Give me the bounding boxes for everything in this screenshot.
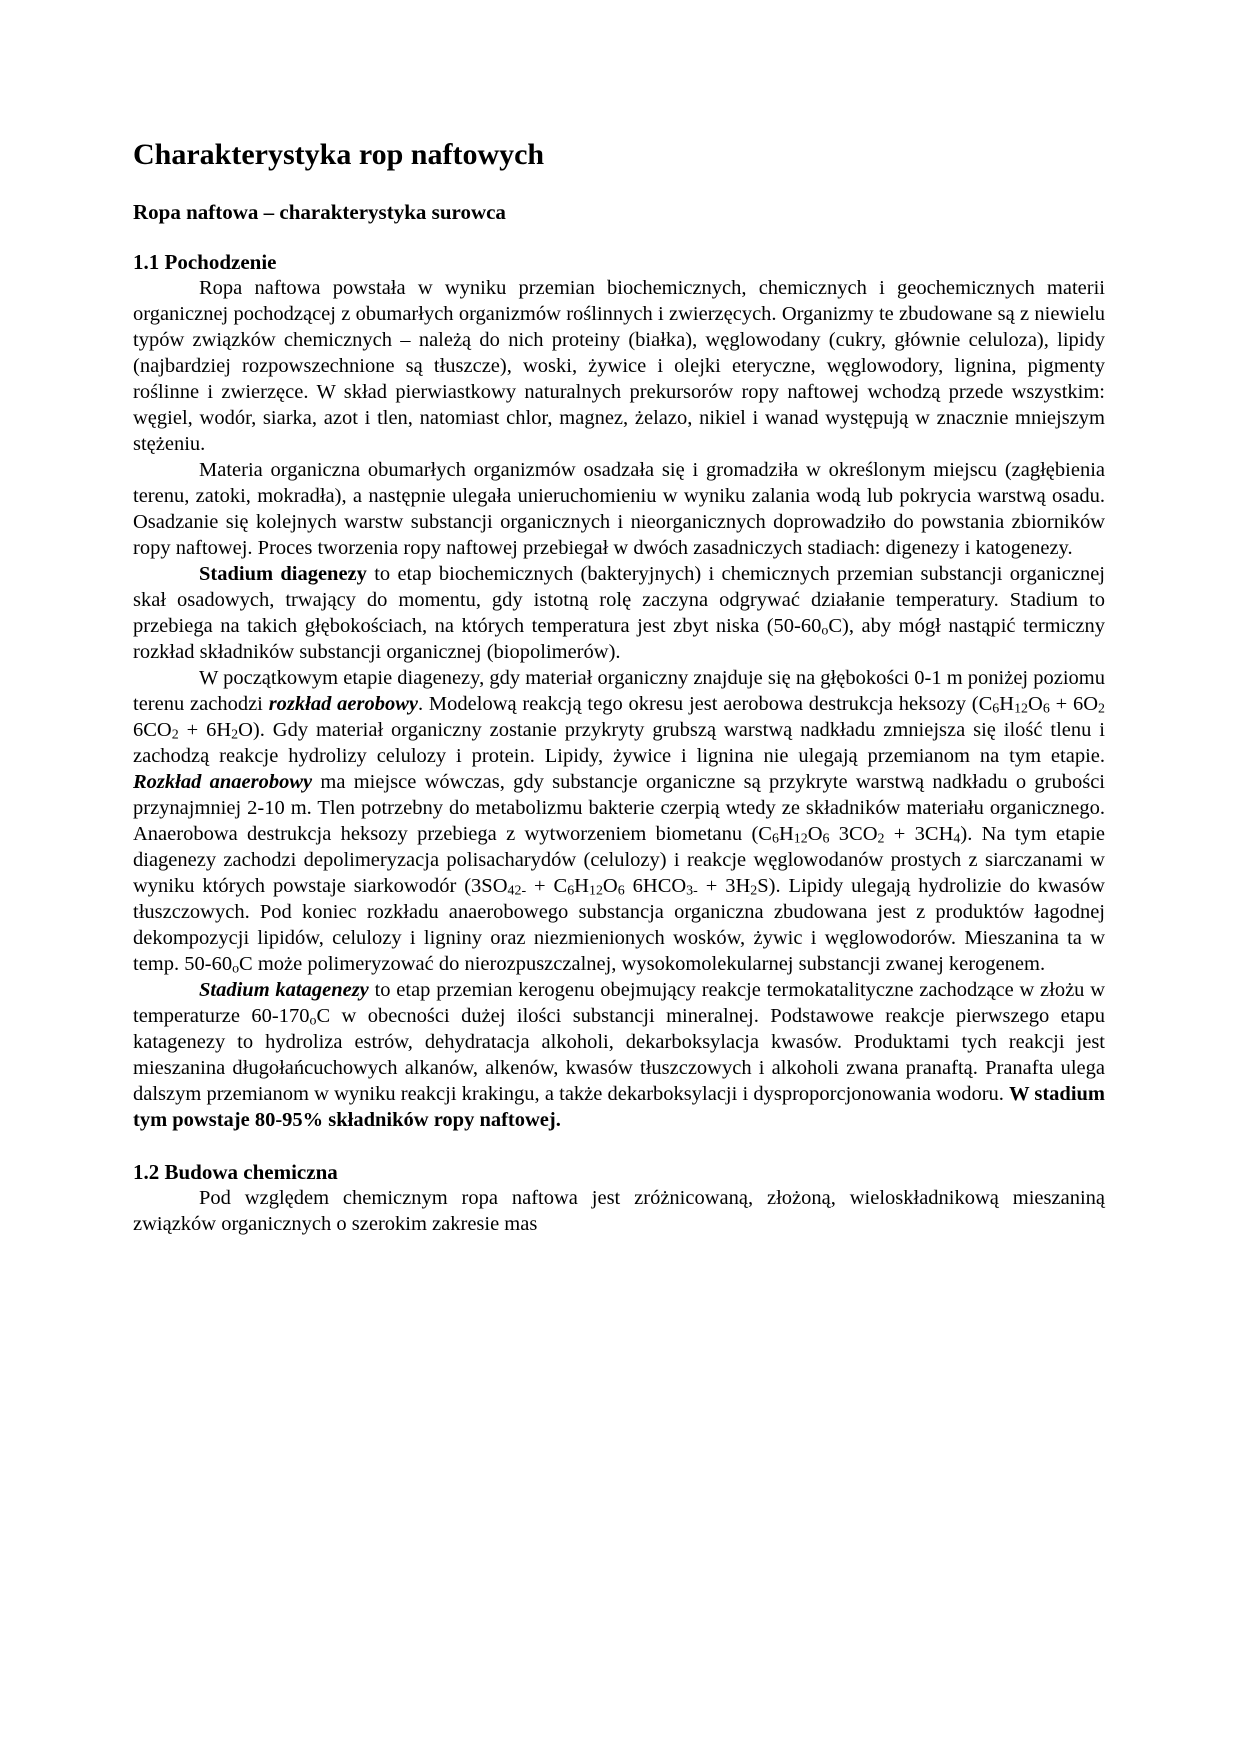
text-run: rozkład aerobowy <box>268 692 418 715</box>
text-run: 2 <box>231 727 239 743</box>
text-run: C), aby mógł nastąpić termiczny rozkład składników substancji organicznej (biopolimerów). <box>133 614 1105 663</box>
paragraph-rozklad-aerobowy-anaerobowy <box>133 665 1105 977</box>
paragraph-chemical-structure <box>133 1185 1105 1237</box>
text-run: H <box>574 874 589 897</box>
text-run: o <box>232 961 240 977</box>
text-run: O <box>1028 692 1043 715</box>
text-run: 12 <box>1014 701 1029 717</box>
text-run: W początkowym etapie diagenezy, gdy materiał organiczny znajduje się na głębokości 0-1 m poniżej poziomu terenu zachodzi <box>133 666 1105 715</box>
text-run: . Modelową reakcją tego okresu jest aerobowa destrukcja heksozy (C <box>418 692 993 715</box>
text-run: 12 <box>793 831 808 847</box>
text-run: Ropa naftowa powstała w wyniku przemian biochemicznych, chemicznych i geochemicznych materii organicznej pochodzącej z obumarłych organizmów roślinnych i zwierzęcych. Organizmy te zbudowane są z niewielu typów związków chemicznych – należą do nich proteiny (białka), węglowodany (cukry, głównie celuloza), lipidy (najbardziej rozpowszechnione są tłuszcze), woski, żywice i olejki eteryczne, węglowodory, lignina, pigmenty roślinne i zwierzęce. W skład pierwiastkowy naturalnych prekursorów ropy naftowej wchodzą przede wszystkim: węgiel, wodór, siarka, azot i tlen, natomiast chlor, magnez, żelazo, nikiel i wanad występują w znacznie mniejszym stężeniu. <box>133 276 1105 455</box>
text-run: O). Gdy materiał organiczny zostanie przykryty grubszą warstwą nadkładu zmniejsza się ilość tlenu i zachodzą reakcje hydrolizy celulozy i protein. Lipidy, żywice i lignina nie ulegają przemianom na tym etapie. <box>133 718 1105 767</box>
text-run: 3- <box>686 883 698 899</box>
section-heading-budowa-chemiczna: 1.2 Budowa chemiczna <box>133 1159 338 1184</box>
text-run: + 6H <box>178 718 232 741</box>
text-run: Pod względem chemicznym ropa naftowa jest zróżnicowaną, złożoną, wieloskładnikową mieszaniną związków organicznych o szerokim zakresie mas <box>133 1186 1105 1235</box>
text-run: O <box>602 874 618 897</box>
section-budowa-chemiczna <box>133 1159 1105 1237</box>
text-run: Stadium katagenezy <box>199 978 369 1001</box>
text-run: ma miejsce wówczas, gdy substancje organiczne są przykryte warstwą nadkładu o grubości przynajmniej 2-10 m. Tlen potrzebny do metabolizmu bakterie czerpią wtedy ze składników materiału organicznego. Anaerobowa destrukcja heksozy przebiega z wytworzeniem biometanu (C <box>133 770 1105 845</box>
text-run: 2 <box>750 883 758 899</box>
text-run: Rozkład anaerobowy <box>133 770 313 793</box>
text-run: C może polimeryzować do nierozpuszczalnej, wysokomolekularnej substancji zwanej kerogenem. <box>239 952 1046 975</box>
text-run: 6CO <box>133 718 172 741</box>
text-run: 42- <box>507 883 527 899</box>
text-run: H <box>999 692 1015 715</box>
text-run: + 6O <box>1049 692 1099 715</box>
text-run: 2 <box>171 727 179 743</box>
text-run: 12 <box>588 883 603 899</box>
text-run: 6 <box>1042 701 1050 717</box>
text-run: 6 <box>822 831 830 847</box>
text-run: 4 <box>953 831 961 847</box>
text-run: S). Lipidy ulegają hydrolizie do kwasów tłuszczowych. Pod koniec rozkładu anaerobowego substancja organiczna zbudowana jest z produktów łagodnej dekompozycji lipidów, celulozy i ligniny oraz niezmienionych wosków, żywic i węglowodorów. Mieszanina ta w temp. 50-60 <box>133 874 1105 975</box>
text-run: + 3H <box>697 874 751 897</box>
text-run: 2 <box>1098 701 1106 717</box>
text-run: + 3CH <box>884 822 954 845</box>
text-run: 6 <box>617 883 625 899</box>
section-heading-pochodzenie: 1.1 Pochodzenie <box>133 249 277 274</box>
text-run: 6 <box>567 883 575 899</box>
text-run: O <box>807 822 823 845</box>
paragraph-stadium-diagenezy <box>133 561 1105 665</box>
section-pochodzenie <box>133 249 1105 1133</box>
text-run: to etap przemian kerogenu obejmujący reakcje termokatalityczne zachodzące w złożu w temperaturze 60-170 <box>133 978 1106 1027</box>
text-run: o <box>821 623 829 639</box>
text-run: H <box>778 822 794 845</box>
text-run: 6 <box>992 701 1000 717</box>
document-title: Charakterystyka rop naftowych <box>133 138 545 171</box>
text-run: 2 <box>877 831 885 847</box>
document-subtitle: Ropa naftowa – charakterystyka surowca <box>133 199 506 224</box>
text-run: C w obecności dużej ilości substancji mineralnej. Podstawowe reakcje pierwszego etapu katagenezy to hydroliza estrów, dehydratacja alkoholi, dekarboksylacja kwasów. Produktami tych reakcji jest mieszanina długołańcuchowych alkanów, alkenów, kwasów tłuszczowych i alkoholi zwana pranaftą. Pranafta ulega dalszym przemianom w wyniku reakcji krakingu, a także dekarboksylacji i dysproporcjonowania wodoru. <box>133 1004 1105 1105</box>
text-run: Materia organiczna obumarłych organizmów osadzała się i gromadziła w określonym miejscu (zagłębienia terenu, zatoki, mokradła), a następnie ulegała unieruchomieniu w wyniku zalania wodą lub pokrycia warstwą osadu. Osadzanie się kolejnych warstw substancji organicznych i nieorganicznych doprowadziło do powstania zbiorników ropy naftowej. Proces tworzenia ropy naftowej przebiegał w dwóch zasadniczych stadiach: digenezy i katogenezy. <box>133 458 1105 559</box>
text-run: o <box>309 1013 317 1029</box>
text-run: W stadium tym powstaje 80-95% składników ropy naftowej. <box>133 1082 1106 1131</box>
text-run: + C <box>526 874 568 897</box>
text-run: to etap biochemicznych (bakteryjnych) i chemicznych przemian substancji organicznej skał osadowych, trwający do momentu, gdy istotną rolę zaczyna odgrywać działanie temperatury. Stadium to przebiega na takich głębokościach, na których temperatura jest zbyt niska (50-60 <box>133 562 1105 637</box>
paragraph-organic-matter <box>133 457 1105 561</box>
text-run: 6 <box>771 831 779 847</box>
paragraph-stadium-katagenezy <box>133 977 1105 1133</box>
text-run: ). Na tym etapie diagenezy zachodzi depolimeryzacja polisacharydów (celulozy) i reakcje węglowodanów prostych z siarczanami w wyniku których powstaje siarkowodór (3SO <box>133 822 1105 897</box>
paragraph-origin <box>133 275 1105 457</box>
text-run: Stadium diagenezy <box>199 562 367 585</box>
text-run: 6HCO <box>624 874 687 897</box>
text-run: 3CO <box>829 822 878 845</box>
